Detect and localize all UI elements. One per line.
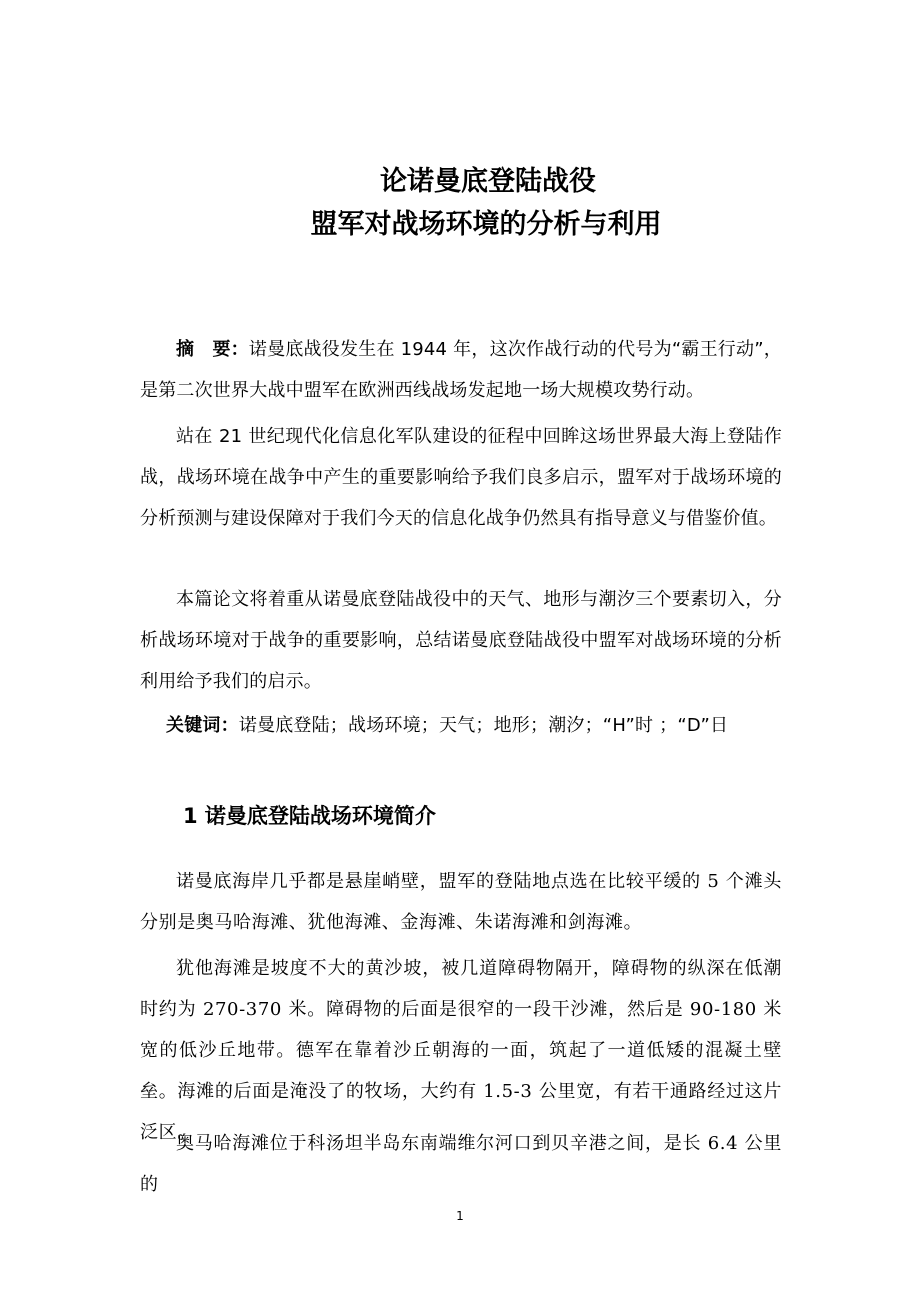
section-heading-1: 1 诺曼底登陆战场环境简介 bbox=[183, 804, 436, 828]
page-title-line-1: 论诺曼底登陆战役 bbox=[380, 166, 596, 197]
abstract-paragraph-2: 站在 21 世纪现代化信息化军队建设的征程中回眸这场世界最大海上登陆作战，战场环境在战争中产生的重要影响给予我们良多启示，盟军对于战场环境的分析预测与建设保障对于我们今天的信息化战争仍然具有指导意义与借鉴价值。 bbox=[140, 426, 782, 529]
section1-paragraph-2: 犹他海滩是坡度不大的黄沙坡，被几道障碍物隔开，障碍物的纵深在低潮时约为 270-370 米。障碍物的后面是很窄的一段干沙滩，然后是 90-180 米宽的低沙丘地带。德军在靠着沙丘朝海的一面，筑起了一道低矮的混凝土壁垒。海滩的后面是淹没了的牧场，大约有 1.5-3 公里宽，有若干通路经过这片泛区。 bbox=[140, 958, 782, 1143]
page-number: 1 bbox=[456, 1209, 464, 1223]
keywords-line bbox=[166, 708, 728, 744]
abstract-paragraph-1 bbox=[140, 329, 782, 411]
section1-paragraph-3: 奥马哈海滩位于科汤坦半岛东南端维尔河口到贝辛港之间，是长 6.4 公里的 bbox=[140, 1133, 782, 1195]
abstract-text-1: 诺曼底战役发生在 1944 年，这次作战行动的代号为“霸王行动”，是第二次世界大战中盟军在欧洲西线战场发起地一场大规模攻势行动。 bbox=[140, 339, 782, 401]
section1-paragraph-1: 诺曼底海岸几乎都是悬崖峭壁，盟军的登陆地点选在比较平缓的 5 个滩头分别是奥马哈海滩、犹他海滩、金海滩、朱诺海滩和剑海滩。 bbox=[140, 871, 782, 933]
page-title-line-2: 盟军对战场环境的分析与利用 bbox=[310, 209, 662, 240]
abstract-label: 摘 要： bbox=[176, 339, 249, 360]
abstract-paragraph-3: 本篇论文将着重从诺曼底登陆战役中的天气、地形与潮汐三个要素切入，分析战场环境对于战争的重要影响，总结诺曼底登陆战役中盟军对战场环境的分析利用给予我们的启示。 bbox=[140, 589, 782, 692]
keywords-value: 诺曼底登陆；战场环境；天气；地形；潮汐；“H”时 ；“D”日 bbox=[238, 715, 729, 736]
keywords-label: 关键词： bbox=[166, 715, 239, 736]
